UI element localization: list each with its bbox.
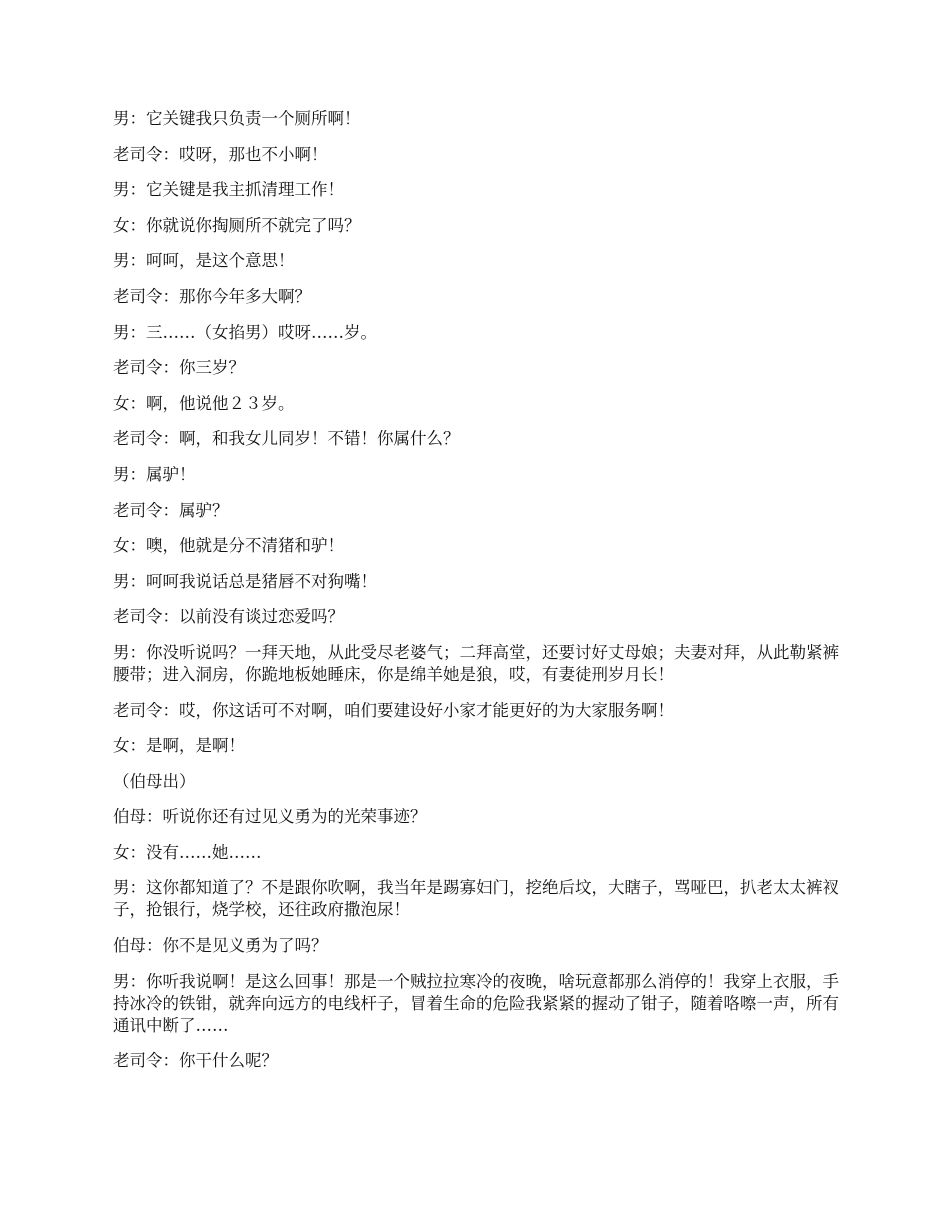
stage-direction: （伯母出）	[113, 771, 196, 791]
dialogue-line: 伯母：你不是见义勇为了吗？	[113, 936, 328, 956]
dialogue-line: 男：属驴！	[113, 464, 196, 484]
dialogue-line: 男：呵呵我说话总是猪唇不对狗嘴！	[113, 571, 377, 591]
dialogue-line: 女：没有……她……	[113, 842, 262, 862]
dialogue-line: 女：啊，他说他２３岁。	[113, 393, 295, 413]
dialogue-line: 女：噢，他就是分不清猪和驴！	[113, 536, 344, 556]
dialogue-line: 男：呵呵，是这个意思！	[113, 251, 295, 271]
document-page	[113, 108, 843, 1086]
dialogue-line: 老司令：哎呀，那也不小啊！	[113, 144, 328, 164]
dialogue-line: 男：你没听说吗？一拜天地，从此受尽老婆气；二拜高堂，还要讨好丈母娘；夫妻对拜，从此勒紧裤腰带；进入洞房，你跪地板她睡床，你是绵羊她是狼，哎，有妻徒刑岁月长！	[113, 642, 839, 684]
dialogue-line: 老司令：以前没有谈过恋爱吗？	[113, 607, 344, 627]
dialogue-line: 男：三……（女掐男）哎呀……岁。	[113, 322, 377, 342]
dialogue-line: 男：这你都知道了？不是跟你吹啊，我当年是踢寡妇门，挖绝后坟，大瞎子，骂哑巴，扒老太太裤衩子，抢银行，烧学校，还往政府撒泡尿！	[113, 878, 839, 920]
dialogue-line: 女：你就说你掏厕所不就完了吗？	[113, 215, 361, 235]
dialogue-line: 老司令：属驴？	[113, 500, 229, 520]
dialogue-line: 老司令：哎，你这话可不对啊，咱们要建设好小家才能更好的为大家服务啊！	[113, 700, 674, 720]
dialogue-line: 老司令：你干什么呢？	[113, 1051, 278, 1071]
dialogue-line: 男：它关键是我主抓清理工作！	[113, 180, 344, 200]
dialogue-line: 老司令：啊，和我女儿同岁！不错！你属什么？	[113, 429, 460, 449]
dialogue-line: 伯母：听说你还有过见义勇为的光荣事迹？	[113, 807, 427, 827]
dialogue-line: 老司令：你三岁？	[113, 358, 245, 378]
dialogue-line: 女：是啊，是啊！	[113, 736, 245, 756]
dialogue-line: 男：它关键我只负责一个厕所啊！	[113, 109, 361, 128]
dialogue-line: 老司令：那你今年多大啊？	[113, 286, 311, 306]
dialogue-line: 男：你听我说啊！是这么回事！那是一个贼拉拉寒冷的夜晚，啥玩意都那么消停的！我穿上衣服，手持冰冷的铁钳，就奔向远方的电线杆子，冒着生命的危险我紧紧的握动了钳子，随着咯嚓一声，所有通讯中断了……	[113, 971, 839, 1035]
